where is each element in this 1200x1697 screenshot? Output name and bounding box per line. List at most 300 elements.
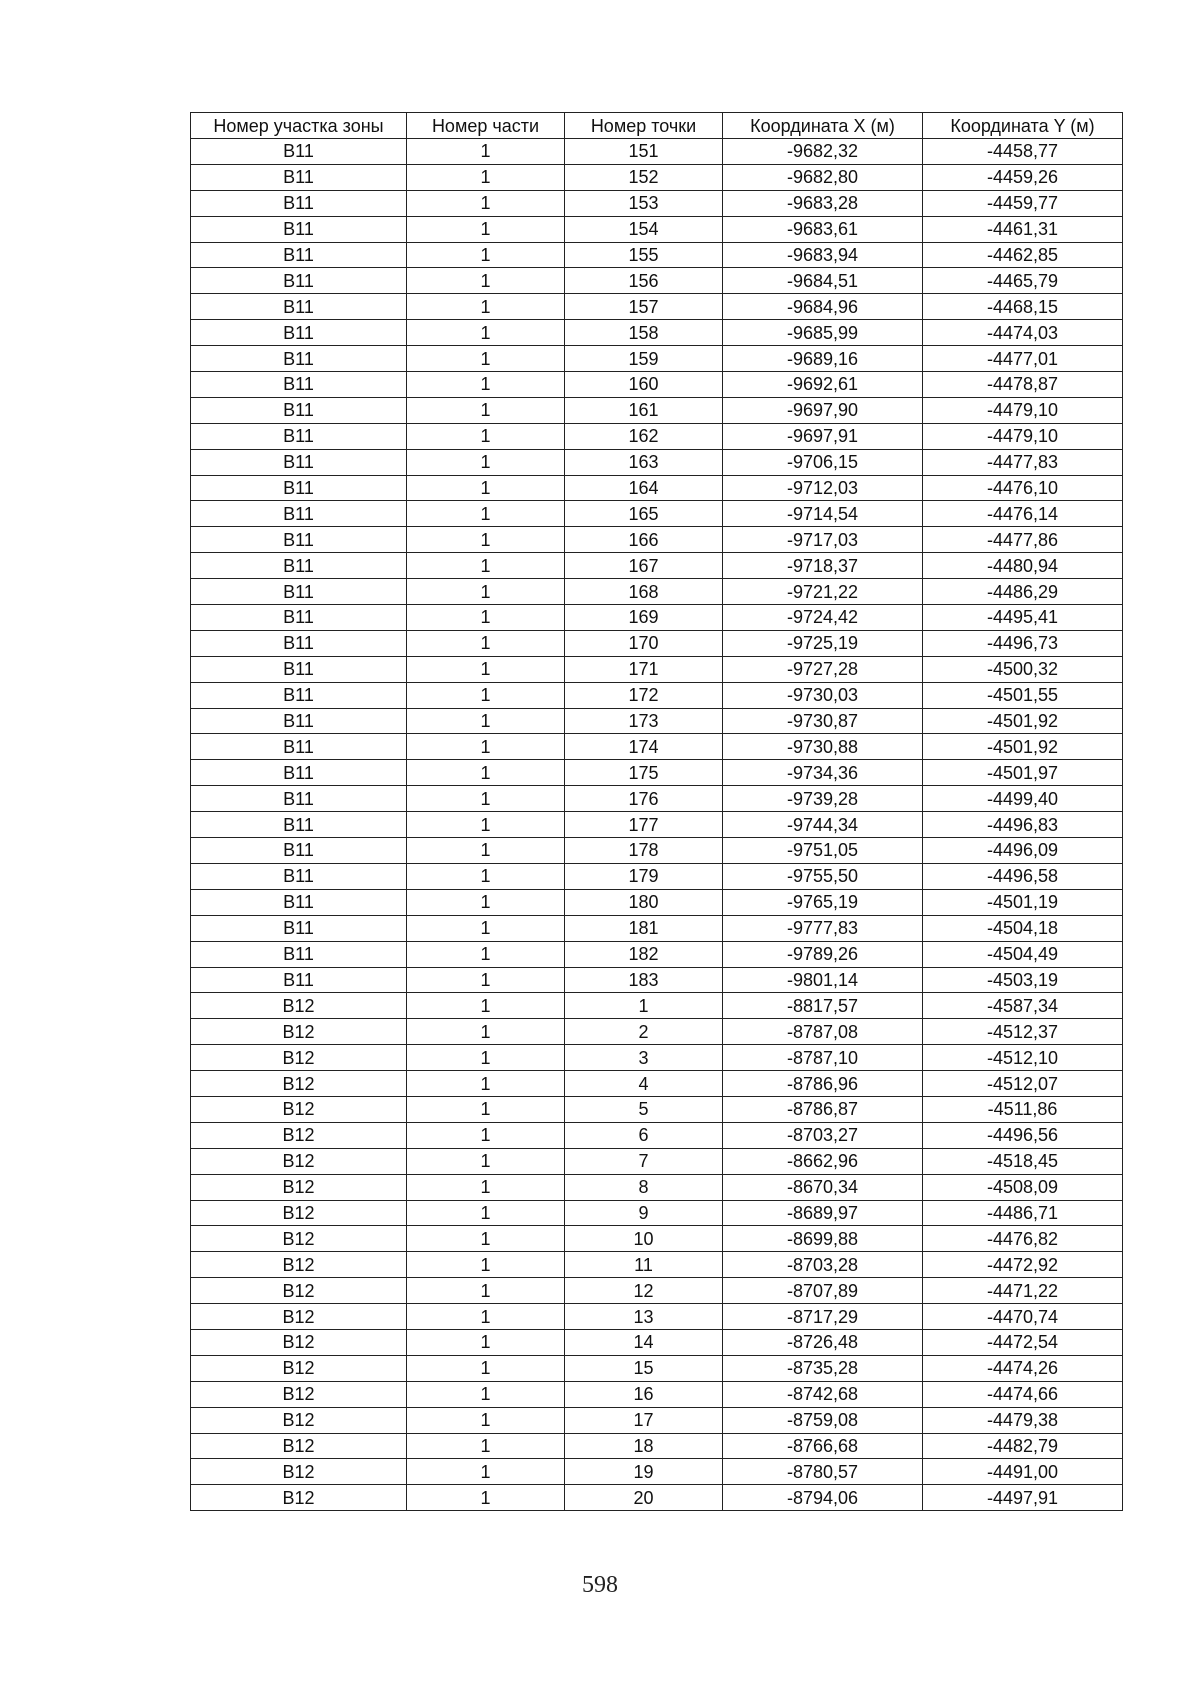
cell-coordinate-y: -4504,18 [923, 915, 1123, 941]
cell-coordinate-x: -8786,87 [723, 1096, 923, 1122]
cell-part-number: 1 [407, 656, 565, 682]
table-row [191, 164, 1123, 190]
cell-zone-section: В12 [191, 1122, 407, 1148]
cell-zone-section: В12 [191, 1433, 407, 1459]
cell-zone-section: В11 [191, 501, 407, 527]
cell-zone-section: В11 [191, 889, 407, 915]
cell-point-number: 171 [565, 656, 723, 682]
cell-coordinate-x: -9697,90 [723, 397, 923, 423]
cell-coordinate-x: -8794,06 [723, 1485, 923, 1511]
cell-coordinate-y: -4476,82 [923, 1226, 1123, 1252]
table-row [191, 1200, 1123, 1226]
cell-zone-section: В11 [191, 346, 407, 372]
cell-zone-section: В11 [191, 708, 407, 734]
cell-point-number: 13 [565, 1304, 723, 1330]
cell-coordinate-y: -4477,86 [923, 527, 1123, 553]
table-row [191, 1304, 1123, 1330]
cell-coordinate-x: -8703,27 [723, 1122, 923, 1148]
table-row [191, 1045, 1123, 1071]
cell-coordinate-y: -4474,66 [923, 1381, 1123, 1407]
cell-point-number: 5 [565, 1096, 723, 1122]
table-row [191, 786, 1123, 812]
cell-coordinate-y: -4474,26 [923, 1355, 1123, 1381]
cell-coordinate-y: -4496,73 [923, 630, 1123, 656]
cell-coordinate-x: -8726,48 [723, 1329, 923, 1355]
cell-point-number: 155 [565, 242, 723, 268]
cell-zone-section: В12 [191, 1278, 407, 1304]
cell-coordinate-y: -4508,09 [923, 1174, 1123, 1200]
cell-point-number: 4 [565, 1071, 723, 1097]
cell-coordinate-x: -9682,80 [723, 164, 923, 190]
cell-point-number: 168 [565, 579, 723, 605]
cell-part-number: 1 [407, 475, 565, 501]
table-row [191, 863, 1123, 889]
cell-coordinate-y: -4479,10 [923, 423, 1123, 449]
table-row [191, 1096, 1123, 1122]
cell-part-number: 1 [407, 1433, 565, 1459]
cell-point-number: 152 [565, 164, 723, 190]
cell-coordinate-y: -4459,26 [923, 164, 1123, 190]
cell-part-number: 1 [407, 449, 565, 475]
cell-part-number: 1 [407, 760, 565, 786]
cell-coordinate-y: -4501,92 [923, 734, 1123, 760]
cell-coordinate-x: -9684,96 [723, 294, 923, 320]
cell-coordinate-y: -4478,87 [923, 372, 1123, 398]
cell-coordinate-x: -9682,32 [723, 139, 923, 165]
coordinates-table [190, 112, 1123, 1511]
cell-point-number: 16 [565, 1381, 723, 1407]
cell-point-number: 183 [565, 967, 723, 993]
cell-coordinate-y: -4474,03 [923, 320, 1123, 346]
cell-point-number: 153 [565, 190, 723, 216]
cell-coordinate-y: -4503,19 [923, 967, 1123, 993]
cell-point-number: 175 [565, 760, 723, 786]
cell-coordinate-y: -4587,34 [923, 993, 1123, 1019]
table-row [191, 1278, 1123, 1304]
cell-coordinate-x: -8703,28 [723, 1252, 923, 1278]
cell-point-number: 157 [565, 294, 723, 320]
cell-coordinate-x: -9725,19 [723, 630, 923, 656]
cell-coordinate-x: -8766,68 [723, 1433, 923, 1459]
cell-coordinate-x: -9692,61 [723, 372, 923, 398]
cell-coordinate-x: -9712,03 [723, 475, 923, 501]
cell-coordinate-x: -8699,88 [723, 1226, 923, 1252]
cell-zone-section: В11 [191, 449, 407, 475]
cell-point-number: 20 [565, 1485, 723, 1511]
cell-coordinate-y: -4501,97 [923, 760, 1123, 786]
table-row [191, 967, 1123, 993]
cell-coordinate-x: -8742,68 [723, 1381, 923, 1407]
header-coordinate-y: Координата Y (м) [923, 113, 1123, 139]
cell-part-number: 1 [407, 682, 565, 708]
cell-coordinate-y: -4458,77 [923, 139, 1123, 165]
cell-part-number: 1 [407, 579, 565, 605]
cell-part-number: 1 [407, 216, 565, 242]
cell-point-number: 8 [565, 1174, 723, 1200]
cell-coordinate-x: -9789,26 [723, 941, 923, 967]
cell-zone-section: В11 [191, 838, 407, 864]
cell-zone-section: В11 [191, 216, 407, 242]
cell-point-number: 6 [565, 1122, 723, 1148]
cell-point-number: 154 [565, 216, 723, 242]
cell-part-number: 1 [407, 268, 565, 294]
cell-coordinate-x: -9724,42 [723, 605, 923, 631]
cell-point-number: 151 [565, 139, 723, 165]
cell-coordinate-y: -4496,58 [923, 863, 1123, 889]
table-row [191, 346, 1123, 372]
cell-coordinate-x: -9739,28 [723, 786, 923, 812]
cell-coordinate-y: -4486,29 [923, 579, 1123, 605]
cell-zone-section: В11 [191, 294, 407, 320]
cell-zone-section: В11 [191, 190, 407, 216]
cell-part-number: 1 [407, 1329, 565, 1355]
table-row [191, 708, 1123, 734]
table-row [191, 1407, 1123, 1433]
table-row [191, 993, 1123, 1019]
cell-part-number: 1 [407, 139, 565, 165]
cell-zone-section: В12 [191, 1174, 407, 1200]
cell-point-number: 18 [565, 1433, 723, 1459]
cell-coordinate-y: -4511,86 [923, 1096, 1123, 1122]
header-zone-section: Номер участка зоны [191, 113, 407, 139]
cell-zone-section: В11 [191, 164, 407, 190]
table-row [191, 1071, 1123, 1097]
cell-coordinate-y: -4504,49 [923, 941, 1123, 967]
cell-coordinate-y: -4512,37 [923, 1019, 1123, 1045]
table-row [191, 760, 1123, 786]
cell-part-number: 1 [407, 1019, 565, 1045]
cell-part-number: 1 [407, 553, 565, 579]
cell-coordinate-x: -8717,29 [723, 1304, 923, 1330]
cell-coordinate-x: -9801,14 [723, 967, 923, 993]
cell-coordinate-y: -4497,91 [923, 1485, 1123, 1511]
cell-point-number: 12 [565, 1278, 723, 1304]
table-row [191, 423, 1123, 449]
cell-part-number: 1 [407, 1122, 565, 1148]
cell-coordinate-x: -9683,94 [723, 242, 923, 268]
cell-point-number: 176 [565, 786, 723, 812]
header-part-number: Номер части [407, 113, 565, 139]
cell-point-number: 182 [565, 941, 723, 967]
cell-coordinate-x: -9685,99 [723, 320, 923, 346]
cell-part-number: 1 [407, 397, 565, 423]
cell-zone-section: В12 [191, 1459, 407, 1485]
table-row [191, 139, 1123, 165]
table-body [191, 139, 1123, 1511]
cell-zone-section: В11 [191, 812, 407, 838]
cell-zone-section: В12 [191, 1148, 407, 1174]
cell-coordinate-x: -8787,10 [723, 1045, 923, 1071]
cell-coordinate-x: -9684,51 [723, 268, 923, 294]
cell-zone-section: В11 [191, 760, 407, 786]
table-row [191, 1148, 1123, 1174]
cell-point-number: 159 [565, 346, 723, 372]
cell-point-number: 169 [565, 605, 723, 631]
cell-coordinate-x: -9727,28 [723, 656, 923, 682]
cell-coordinate-y: -4496,56 [923, 1122, 1123, 1148]
cell-coordinate-x: -9751,05 [723, 838, 923, 864]
cell-zone-section: В12 [191, 1355, 407, 1381]
cell-coordinate-x: -8707,89 [723, 1278, 923, 1304]
cell-coordinate-y: -4461,31 [923, 216, 1123, 242]
cell-coordinate-y: -4486,71 [923, 1200, 1123, 1226]
cell-coordinate-y: -4501,92 [923, 708, 1123, 734]
cell-zone-section: В11 [191, 423, 407, 449]
cell-zone-section: В11 [191, 139, 407, 165]
cell-point-number: 11 [565, 1252, 723, 1278]
table-row [191, 630, 1123, 656]
cell-part-number: 1 [407, 1407, 565, 1433]
cell-coordinate-x: -9755,50 [723, 863, 923, 889]
page-number: 598 [582, 1572, 618, 1598]
cell-coordinate-y: -4512,10 [923, 1045, 1123, 1071]
cell-coordinate-y: -4518,45 [923, 1148, 1123, 1174]
table-row [191, 1433, 1123, 1459]
cell-part-number: 1 [407, 423, 565, 449]
cell-coordinate-y: -4471,22 [923, 1278, 1123, 1304]
table-row [191, 1122, 1123, 1148]
cell-part-number: 1 [407, 838, 565, 864]
cell-point-number: 170 [565, 630, 723, 656]
cell-zone-section: В12 [191, 1304, 407, 1330]
cell-part-number: 1 [407, 993, 565, 1019]
cell-coordinate-x: -8689,97 [723, 1200, 923, 1226]
cell-part-number: 1 [407, 1174, 565, 1200]
cell-part-number: 1 [407, 630, 565, 656]
cell-zone-section: В11 [191, 242, 407, 268]
cell-zone-section: В11 [191, 527, 407, 553]
cell-part-number: 1 [407, 967, 565, 993]
table-row [191, 915, 1123, 941]
cell-point-number: 15 [565, 1355, 723, 1381]
cell-coordinate-x: -9777,83 [723, 915, 923, 941]
table-row [191, 190, 1123, 216]
cell-coordinate-x: -9730,03 [723, 682, 923, 708]
cell-zone-section: В12 [191, 1252, 407, 1278]
cell-part-number: 1 [407, 734, 565, 760]
cell-coordinate-y: -4496,09 [923, 838, 1123, 864]
cell-zone-section: В11 [191, 475, 407, 501]
table-row [191, 734, 1123, 760]
cell-coordinate-x: -9730,88 [723, 734, 923, 760]
cell-coordinate-x: -9706,15 [723, 449, 923, 475]
cell-coordinate-x: -8817,57 [723, 993, 923, 1019]
cell-coordinate-y: -4468,15 [923, 294, 1123, 320]
table-row [191, 941, 1123, 967]
table-row [191, 553, 1123, 579]
cell-part-number: 1 [407, 1071, 565, 1097]
cell-coordinate-y: -4462,85 [923, 242, 1123, 268]
table-header [191, 113, 1123, 139]
cell-point-number: 172 [565, 682, 723, 708]
cell-zone-section: В12 [191, 1200, 407, 1226]
cell-coordinate-y: -4472,54 [923, 1329, 1123, 1355]
cell-coordinate-x: -9683,28 [723, 190, 923, 216]
cell-point-number: 17 [565, 1407, 723, 1433]
cell-zone-section: В12 [191, 993, 407, 1019]
cell-coordinate-x: -9683,61 [723, 216, 923, 242]
cell-point-number: 2 [565, 1019, 723, 1045]
cell-coordinate-x: -9765,19 [723, 889, 923, 915]
table-row [191, 1459, 1123, 1485]
header-coordinate-x: Координата X (м) [723, 113, 923, 139]
cell-zone-section: В12 [191, 1071, 407, 1097]
cell-coordinate-x: -9697,91 [723, 423, 923, 449]
cell-coordinate-x: -9734,36 [723, 760, 923, 786]
cell-part-number: 1 [407, 501, 565, 527]
cell-coordinate-y: -4476,10 [923, 475, 1123, 501]
table-row [191, 501, 1123, 527]
cell-coordinate-x: -8662,96 [723, 1148, 923, 1174]
cell-point-number: 180 [565, 889, 723, 915]
cell-coordinate-y: -4465,79 [923, 268, 1123, 294]
cell-zone-section: В11 [191, 605, 407, 631]
cell-point-number: 162 [565, 423, 723, 449]
table-row [191, 889, 1123, 915]
cell-point-number: 19 [565, 1459, 723, 1485]
cell-zone-section: В12 [191, 1329, 407, 1355]
cell-part-number: 1 [407, 786, 565, 812]
cell-point-number: 161 [565, 397, 723, 423]
cell-coordinate-y: -4477,01 [923, 346, 1123, 372]
cell-zone-section: В11 [191, 372, 407, 398]
cell-zone-section: В11 [191, 320, 407, 346]
cell-coordinate-x: -9714,54 [723, 501, 923, 527]
cell-coordinate-x: -8786,96 [723, 1071, 923, 1097]
cell-coordinate-y: -4501,55 [923, 682, 1123, 708]
cell-part-number: 1 [407, 294, 565, 320]
cell-point-number: 9 [565, 1200, 723, 1226]
table-row [191, 449, 1123, 475]
cell-point-number: 166 [565, 527, 723, 553]
cell-coordinate-y: -4495,41 [923, 605, 1123, 631]
cell-coordinate-x: -8780,57 [723, 1459, 923, 1485]
cell-part-number: 1 [407, 1304, 565, 1330]
cell-coordinate-y: -4482,79 [923, 1433, 1123, 1459]
cell-point-number: 3 [565, 1045, 723, 1071]
cell-point-number: 164 [565, 475, 723, 501]
cell-coordinate-x: -9717,03 [723, 527, 923, 553]
cell-zone-section: В12 [191, 1019, 407, 1045]
cell-zone-section: В11 [191, 786, 407, 812]
cell-coordinate-y: -4480,94 [923, 553, 1123, 579]
table-row [191, 216, 1123, 242]
cell-point-number: 14 [565, 1329, 723, 1355]
cell-part-number: 1 [407, 915, 565, 941]
cell-part-number: 1 [407, 812, 565, 838]
cell-coordinate-y: -4512,07 [923, 1071, 1123, 1097]
cell-zone-section: В11 [191, 682, 407, 708]
table-row [191, 579, 1123, 605]
table-row [191, 605, 1123, 631]
cell-point-number: 156 [565, 268, 723, 294]
cell-part-number: 1 [407, 1355, 565, 1381]
cell-point-number: 167 [565, 553, 723, 579]
cell-zone-section: В12 [191, 1485, 407, 1511]
cell-zone-section: В11 [191, 734, 407, 760]
cell-coordinate-x: -8735,28 [723, 1355, 923, 1381]
cell-point-number: 7 [565, 1148, 723, 1174]
cell-zone-section: В11 [191, 630, 407, 656]
cell-coordinate-y: -4479,10 [923, 397, 1123, 423]
table-row [191, 1226, 1123, 1252]
table-row [191, 682, 1123, 708]
cell-zone-section: В11 [191, 656, 407, 682]
cell-part-number: 1 [407, 863, 565, 889]
cell-zone-section: В12 [191, 1381, 407, 1407]
table-row [191, 1485, 1123, 1511]
cell-zone-section: В11 [191, 553, 407, 579]
cell-part-number: 1 [407, 190, 565, 216]
cell-point-number: 178 [565, 838, 723, 864]
cell-coordinate-y: -4470,74 [923, 1304, 1123, 1330]
cell-point-number: 174 [565, 734, 723, 760]
cell-coordinate-x: -9721,22 [723, 579, 923, 605]
cell-part-number: 1 [407, 889, 565, 915]
cell-coordinate-y: -4476,14 [923, 501, 1123, 527]
cell-zone-section: В11 [191, 579, 407, 605]
cell-part-number: 1 [407, 1459, 565, 1485]
table-row [191, 812, 1123, 838]
cell-point-number: 181 [565, 915, 723, 941]
cell-part-number: 1 [407, 320, 565, 346]
cell-part-number: 1 [407, 1045, 565, 1071]
cell-coordinate-y: -4477,83 [923, 449, 1123, 475]
cell-part-number: 1 [407, 527, 565, 553]
cell-part-number: 1 [407, 1096, 565, 1122]
cell-zone-section: В12 [191, 1226, 407, 1252]
cell-coordinate-y: -4459,77 [923, 190, 1123, 216]
cell-point-number: 177 [565, 812, 723, 838]
table-row [191, 1381, 1123, 1407]
cell-part-number: 1 [407, 941, 565, 967]
table-row [191, 294, 1123, 320]
table-row [191, 1355, 1123, 1381]
cell-point-number: 163 [565, 449, 723, 475]
cell-part-number: 1 [407, 1148, 565, 1174]
table-row [191, 372, 1123, 398]
header-row [191, 113, 1123, 139]
cell-coordinate-y: -4472,92 [923, 1252, 1123, 1278]
cell-part-number: 1 [407, 1226, 565, 1252]
cell-part-number: 1 [407, 346, 565, 372]
cell-zone-section: В11 [191, 397, 407, 423]
cell-zone-section: В11 [191, 268, 407, 294]
cell-part-number: 1 [407, 164, 565, 190]
cell-coordinate-y: -4501,19 [923, 889, 1123, 915]
cell-coordinate-x: -9689,16 [723, 346, 923, 372]
cell-part-number: 1 [407, 1485, 565, 1511]
cell-coordinate-y: -4491,00 [923, 1459, 1123, 1485]
cell-zone-section: В12 [191, 1407, 407, 1433]
cell-zone-section: В11 [191, 941, 407, 967]
cell-coordinate-x: -9744,34 [723, 812, 923, 838]
cell-coordinate-x: -9730,87 [723, 708, 923, 734]
cell-part-number: 1 [407, 605, 565, 631]
header-point-number: Номер точки [565, 113, 723, 139]
cell-zone-section: В11 [191, 863, 407, 889]
table-row [191, 656, 1123, 682]
cell-part-number: 1 [407, 708, 565, 734]
cell-coordinate-x: -8670,34 [723, 1174, 923, 1200]
cell-coordinate-y: -4496,83 [923, 812, 1123, 838]
cell-point-number: 158 [565, 320, 723, 346]
cell-part-number: 1 [407, 372, 565, 398]
cell-zone-section: В11 [191, 967, 407, 993]
cell-point-number: 173 [565, 708, 723, 734]
cell-part-number: 1 [407, 242, 565, 268]
cell-coordinate-y: -4479,38 [923, 1407, 1123, 1433]
